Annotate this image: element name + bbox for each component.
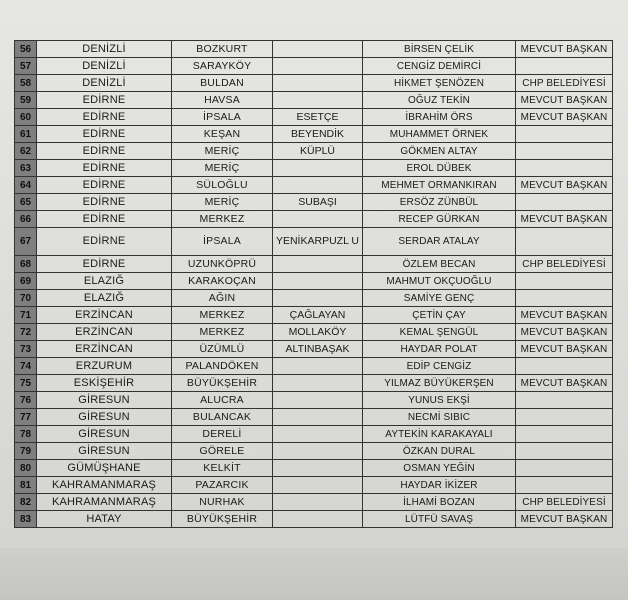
table-row	[15, 307, 613, 324]
town-cell: MOLLAKÖY	[273, 324, 363, 341]
row-number: 70	[15, 290, 37, 307]
province-cell: ERZİNCAN	[37, 324, 172, 341]
candidate-name-cell: RECEP GÜRKAN	[363, 211, 516, 228]
table-row	[15, 211, 613, 228]
row-number: 58	[15, 75, 37, 92]
candidate-name-cell: MAHMUT OKÇUOĞLU	[363, 273, 516, 290]
status-cell	[516, 228, 613, 256]
status-cell	[516, 160, 613, 177]
status-cell: MEVCUT BAŞKAN	[516, 109, 613, 126]
row-number: 71	[15, 307, 37, 324]
district-cell: MERİÇ	[172, 160, 273, 177]
row-number: 64	[15, 177, 37, 194]
town-cell: ESETÇE	[273, 109, 363, 126]
row-number: 75	[15, 375, 37, 392]
candidate-name-cell: EROL DÜBEK	[363, 160, 516, 177]
row-number: 59	[15, 92, 37, 109]
province-cell: DENİZLİ	[37, 58, 172, 75]
district-cell: BÜYÜKŞEHİR	[172, 511, 273, 528]
status-cell: MEVCUT BAŞKAN	[516, 511, 613, 528]
candidate-name-cell: İLHAMİ BOZAN	[363, 494, 516, 511]
table-row	[15, 273, 613, 290]
table-row	[15, 143, 613, 160]
table-row	[15, 511, 613, 528]
status-cell	[516, 143, 613, 160]
district-cell: ÜZÜMLÜ	[172, 341, 273, 358]
province-cell: KAHRAMANMARAŞ	[37, 494, 172, 511]
row-number: 81	[15, 477, 37, 494]
candidate-name-cell: HAYDAR POLAT	[363, 341, 516, 358]
table-row	[15, 109, 613, 126]
table-row	[15, 228, 613, 256]
district-cell: PAZARCIK	[172, 477, 273, 494]
table-row	[15, 92, 613, 109]
province-cell: ERZİNCAN	[37, 307, 172, 324]
table-row	[15, 256, 613, 273]
row-number: 82	[15, 494, 37, 511]
town-cell	[273, 511, 363, 528]
row-number: 68	[15, 256, 37, 273]
town-cell	[273, 477, 363, 494]
table-row	[15, 126, 613, 143]
town-cell	[273, 494, 363, 511]
town-cell	[273, 211, 363, 228]
town-cell	[273, 409, 363, 426]
row-number: 76	[15, 392, 37, 409]
province-cell: EDİRNE	[37, 211, 172, 228]
table-row	[15, 324, 613, 341]
district-cell: MERKEZ	[172, 307, 273, 324]
district-cell: AĞIN	[172, 290, 273, 307]
row-number: 74	[15, 358, 37, 375]
row-number: 69	[15, 273, 37, 290]
town-cell	[273, 177, 363, 194]
table-row	[15, 41, 613, 58]
candidate-name-cell: SAMİYE GENÇ	[363, 290, 516, 307]
candidate-name-cell: AYTEKİN KARAKAYALI	[363, 426, 516, 443]
status-cell: MEVCUT BAŞKAN	[516, 324, 613, 341]
row-number: 57	[15, 58, 37, 75]
row-number: 79	[15, 443, 37, 460]
district-cell: İPSALA	[172, 109, 273, 126]
status-cell	[516, 443, 613, 460]
district-cell: UZUNKÖPRÜ	[172, 256, 273, 273]
district-cell: BOZKURT	[172, 41, 273, 58]
district-cell: SÜLOĞLU	[172, 177, 273, 194]
status-cell: MEVCUT BAŞKAN	[516, 211, 613, 228]
town-cell	[273, 375, 363, 392]
candidate-name-cell: ÖZKAN DURAL	[363, 443, 516, 460]
status-cell	[516, 58, 613, 75]
status-cell: CHP BELEDİYESİ	[516, 494, 613, 511]
province-cell: ERZURUM	[37, 358, 172, 375]
status-cell	[516, 358, 613, 375]
table-body	[15, 41, 613, 528]
district-cell: PALANDÖKEN	[172, 358, 273, 375]
table-row	[15, 392, 613, 409]
province-cell: EDİRNE	[37, 194, 172, 211]
table-row	[15, 494, 613, 511]
town-cell: KÜPLÜ	[273, 143, 363, 160]
row-number: 83	[15, 511, 37, 528]
candidate-name-cell: CENGİZ DEMİRCİ	[363, 58, 516, 75]
table-row	[15, 477, 613, 494]
town-cell	[273, 160, 363, 177]
table-row	[15, 409, 613, 426]
town-cell	[273, 92, 363, 109]
status-cell	[516, 126, 613, 143]
row-number: 77	[15, 409, 37, 426]
town-cell: BEYENDİK	[273, 126, 363, 143]
status-cell: MEVCUT BAŞKAN	[516, 41, 613, 58]
table-row	[15, 75, 613, 92]
district-cell: KEŞAN	[172, 126, 273, 143]
candidate-name-cell: İBRAHİM ÖRS	[363, 109, 516, 126]
province-cell: EDİRNE	[37, 109, 172, 126]
town-cell	[273, 256, 363, 273]
candidate-name-cell: EDİP CENGİZ	[363, 358, 516, 375]
district-cell: BÜYÜKŞEHİR	[172, 375, 273, 392]
row-number: 65	[15, 194, 37, 211]
table-row	[15, 341, 613, 358]
district-cell: ALUCRA	[172, 392, 273, 409]
status-cell: CHP BELEDİYESİ	[516, 75, 613, 92]
district-cell: NURHAK	[172, 494, 273, 511]
status-cell: MEVCUT BAŞKAN	[516, 177, 613, 194]
province-cell: EDİRNE	[37, 228, 172, 256]
status-cell	[516, 273, 613, 290]
province-cell: KAHRAMANMARAŞ	[37, 477, 172, 494]
province-cell: ELAZIĞ	[37, 273, 172, 290]
status-cell	[516, 392, 613, 409]
province-cell: DENİZLİ	[37, 41, 172, 58]
candidate-name-cell: MUHAMMET ÖRNEK	[363, 126, 516, 143]
candidate-name-cell: ERSÖZ ZÜNBÜL	[363, 194, 516, 211]
table-row	[15, 426, 613, 443]
province-cell: EDİRNE	[37, 143, 172, 160]
district-cell: DERELİ	[172, 426, 273, 443]
town-cell: SUBAŞI	[273, 194, 363, 211]
candidate-name-cell: OSMAN YEĞİN	[363, 460, 516, 477]
table-row	[15, 160, 613, 177]
province-cell: ELAZIĞ	[37, 290, 172, 307]
status-cell	[516, 290, 613, 307]
town-cell	[273, 392, 363, 409]
town-cell	[273, 443, 363, 460]
town-cell: YENİKARPUZL U	[273, 228, 363, 256]
province-cell: ESKİŞEHİR	[37, 375, 172, 392]
row-number: 60	[15, 109, 37, 126]
status-cell	[516, 194, 613, 211]
status-cell	[516, 426, 613, 443]
table-row	[15, 194, 613, 211]
row-number: 66	[15, 211, 37, 228]
candidate-name-cell: KEMAL ŞENGÜL	[363, 324, 516, 341]
district-cell: BULANCAK	[172, 409, 273, 426]
candidate-table	[14, 40, 613, 528]
status-cell: CHP BELEDİYESİ	[516, 256, 613, 273]
row-number: 80	[15, 460, 37, 477]
candidate-name-cell: LÜTFÜ SAVAŞ	[363, 511, 516, 528]
town-cell	[273, 460, 363, 477]
province-cell: HATAY	[37, 511, 172, 528]
row-number: 73	[15, 341, 37, 358]
district-cell: MERKEZ	[172, 211, 273, 228]
table-row	[15, 358, 613, 375]
table-row	[15, 460, 613, 477]
candidate-name-cell: YUNUS EKŞİ	[363, 392, 516, 409]
town-cell	[273, 41, 363, 58]
status-cell: MEVCUT BAŞKAN	[516, 341, 613, 358]
candidate-name-cell: NECMİ SIBIC	[363, 409, 516, 426]
row-number: 63	[15, 160, 37, 177]
candidate-name-cell: MEHMET ORMANKIRAN	[363, 177, 516, 194]
province-cell: GİRESUN	[37, 443, 172, 460]
candidate-name-cell: GÖKMEN ALTAY	[363, 143, 516, 160]
province-cell: EDİRNE	[37, 256, 172, 273]
district-cell: KARAKOÇAN	[172, 273, 273, 290]
row-number: 78	[15, 426, 37, 443]
district-cell: İPSALA	[172, 228, 273, 256]
district-cell: GÖRELE	[172, 443, 273, 460]
town-cell: ÇAĞLAYAN	[273, 307, 363, 324]
district-cell: KELKİT	[172, 460, 273, 477]
row-number: 61	[15, 126, 37, 143]
table-row	[15, 443, 613, 460]
candidate-name-cell: SERDAR ATALAY	[363, 228, 516, 256]
town-cell	[273, 75, 363, 92]
town-cell: ALTINBAŞAK	[273, 341, 363, 358]
district-cell: BULDAN	[172, 75, 273, 92]
status-cell	[516, 409, 613, 426]
status-cell	[516, 477, 613, 494]
table-row	[15, 58, 613, 75]
candidate-name-cell: YILMAZ BÜYÜKERŞEN	[363, 375, 516, 392]
province-cell: EDİRNE	[37, 177, 172, 194]
town-cell	[273, 290, 363, 307]
row-number: 62	[15, 143, 37, 160]
table-row	[15, 290, 613, 307]
candidate-name-cell: HAYDAR İKİZER	[363, 477, 516, 494]
town-cell	[273, 273, 363, 290]
row-number: 72	[15, 324, 37, 341]
status-cell: MEVCUT BAŞKAN	[516, 92, 613, 109]
district-cell: HAVSA	[172, 92, 273, 109]
province-cell: GİRESUN	[37, 409, 172, 426]
province-cell: GİRESUN	[37, 392, 172, 409]
province-cell: ERZİNCAN	[37, 341, 172, 358]
province-cell: EDİRNE	[37, 126, 172, 143]
row-number: 67	[15, 228, 37, 256]
district-cell: MERİÇ	[172, 143, 273, 160]
town-cell	[273, 426, 363, 443]
district-cell: MERİÇ	[172, 194, 273, 211]
candidate-name-cell: HİKMET ŞENÖZEN	[363, 75, 516, 92]
district-cell: SARAYKÖY	[172, 58, 273, 75]
province-cell: DENİZLİ	[37, 75, 172, 92]
town-cell	[273, 358, 363, 375]
town-cell	[273, 58, 363, 75]
province-cell: EDİRNE	[37, 92, 172, 109]
province-cell: GÜMÜŞHANE	[37, 460, 172, 477]
district-cell: MERKEZ	[172, 324, 273, 341]
candidate-name-cell: BİRSEN ÇELİK	[363, 41, 516, 58]
candidate-name-cell: ÖZLEM BECAN	[363, 256, 516, 273]
province-cell: EDİRNE	[37, 160, 172, 177]
candidate-name-cell: ÇETİN ÇAY	[363, 307, 516, 324]
row-number: 56	[15, 41, 37, 58]
table-row	[15, 375, 613, 392]
status-cell: MEVCUT BAŞKAN	[516, 375, 613, 392]
background-surface	[0, 548, 628, 600]
status-cell	[516, 460, 613, 477]
province-cell: GİRESUN	[37, 426, 172, 443]
status-cell: MEVCUT BAŞKAN	[516, 307, 613, 324]
candidate-name-cell: OĞUZ TEKİN	[363, 92, 516, 109]
table-row	[15, 177, 613, 194]
